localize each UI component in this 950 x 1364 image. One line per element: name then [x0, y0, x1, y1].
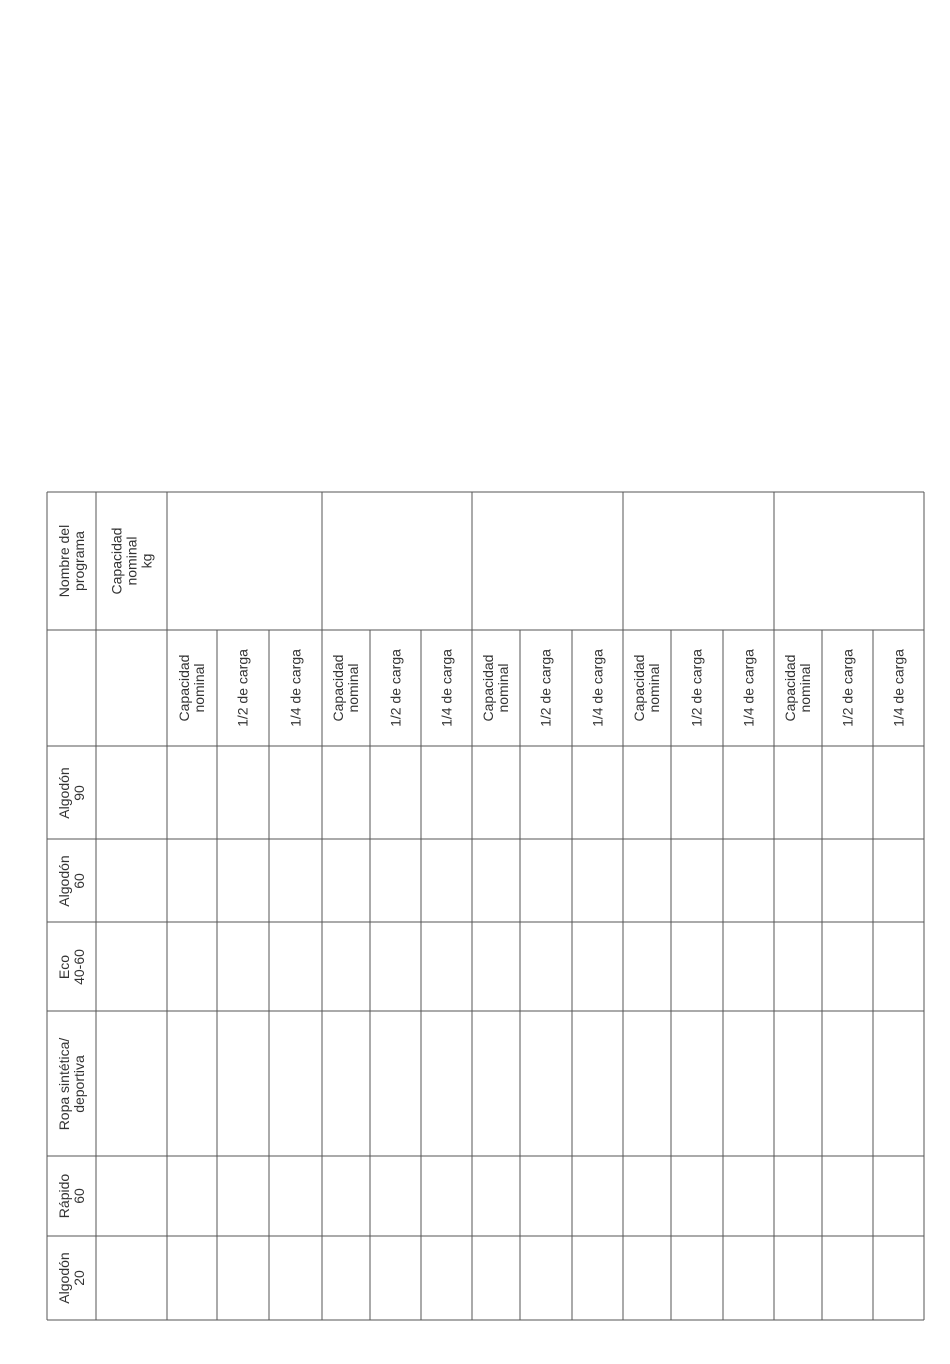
load-label-1-2-cell — [217, 630, 269, 746]
load-label-1-1: Capacidad nominal — [176, 654, 207, 722]
load-label-5-3-cell — [873, 630, 924, 746]
load-label-5-1-cell — [774, 630, 822, 746]
load-label-1-3-cell — [269, 630, 322, 746]
program-name-header-cell — [47, 492, 96, 630]
program-name-header: Nombre del programa — [55, 524, 87, 598]
load-label-2-3: 1/4 de carga — [438, 649, 454, 727]
load-label-4-2-cell — [671, 630, 723, 746]
load-label-2-1: Capacidad nominal — [330, 654, 361, 722]
load-label-2-2: 1/2 de carga — [387, 649, 403, 727]
program-6: Algodón 20 — [55, 1252, 87, 1304]
load-label-2-3-cell — [421, 630, 472, 746]
program-4: Ropa sintética/ deportiva — [55, 1037, 87, 1130]
load-label-4-3: 1/4 de carga — [740, 649, 756, 727]
program-6-cell — [47, 1236, 96, 1320]
load-label-4-1-cell — [623, 630, 671, 746]
load-label-5-2-cell — [822, 630, 873, 746]
load-label-4-1: Capacidad nominal — [631, 654, 662, 722]
program-5-cell — [47, 1156, 96, 1236]
load-label-3-2-cell — [520, 630, 572, 746]
load-label-3-1-cell — [472, 630, 520, 746]
load-label-2-2-cell — [370, 630, 421, 746]
load-label-3-1: Capacidad nominal — [480, 654, 511, 722]
load-label-5-2: 1/2 de carga — [839, 649, 855, 727]
load-label-2-1-cell — [322, 630, 370, 746]
load-label-1-3: 1/4 de carga — [287, 649, 303, 727]
rated-capacity-header-cell — [96, 492, 167, 630]
load-label-3-2: 1/2 de carga — [537, 649, 554, 727]
program-5: Rápido 60 — [55, 1173, 87, 1219]
program-3: Eco 40-60 — [55, 948, 87, 985]
program-2: Algodón 60 — [55, 854, 87, 907]
program-1: Algodón 90 — [55, 766, 87, 819]
program-2-cell — [47, 839, 96, 922]
load-label-3-3: 1/4 de carga — [589, 649, 605, 727]
program-4-cell — [47, 1011, 96, 1156]
rated-capacity-header: Capacidad nominal kg — [108, 527, 154, 595]
load-label-5-3: 1/4 de carga — [890, 649, 906, 727]
program-3-cell — [47, 922, 96, 1011]
load-label-3-3-cell — [572, 630, 623, 746]
load-label-1-1-cell — [167, 630, 217, 746]
load-label-5-1: Capacidad nominal — [782, 654, 813, 722]
load-label-4-3-cell — [723, 630, 774, 746]
load-label-4-2: 1/2 de carga — [688, 649, 705, 727]
load-label-1-2: 1/2 de carga — [234, 649, 251, 727]
program-1-cell — [47, 746, 96, 839]
